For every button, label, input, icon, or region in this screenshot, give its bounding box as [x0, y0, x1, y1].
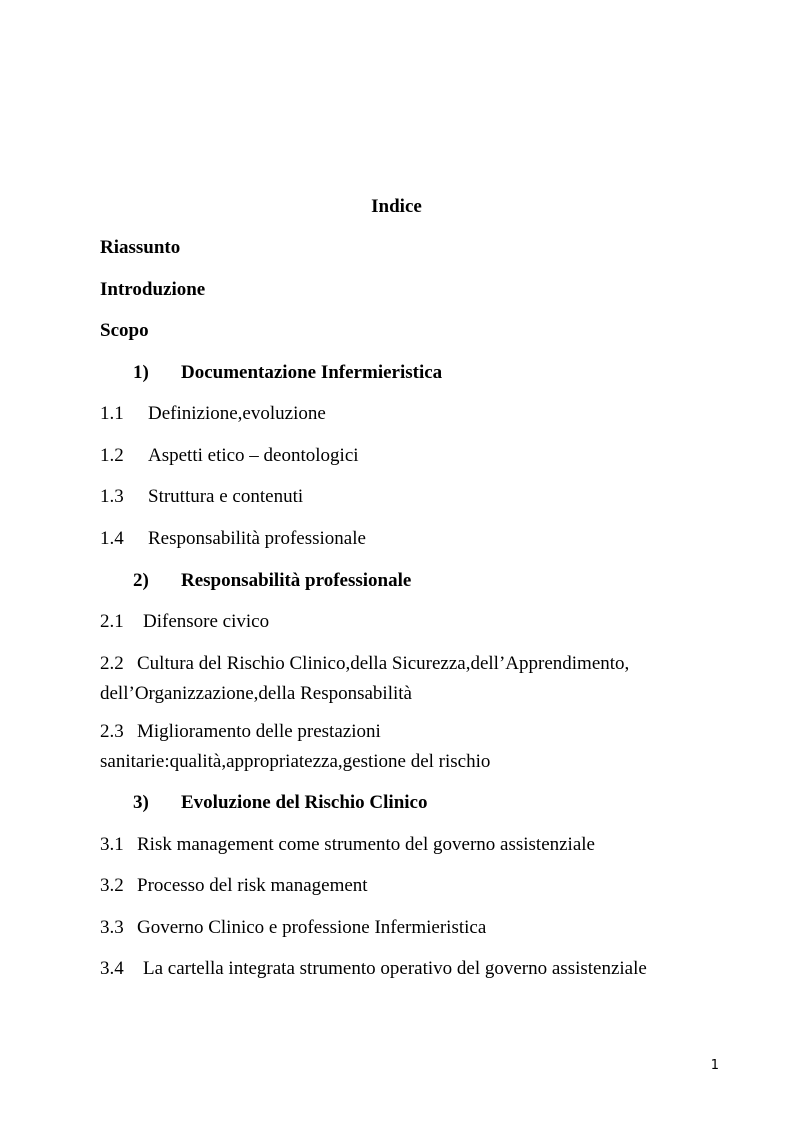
entry-title: Definizione,evoluzione — [148, 403, 326, 424]
entry-number: 2.1 — [100, 611, 124, 632]
toc-entry-2-1 — [100, 607, 269, 637]
entry-title: Cultura del Rischio Clinico,della Sicurezza,dell’Apprendimento, — [137, 653, 630, 674]
entry-title: Aspetti etico – deontologici — [148, 445, 359, 466]
toc-entry-1-1 — [100, 399, 326, 429]
toc-entry-scopo: Scopo — [100, 320, 149, 341]
toc-title: Indice — [371, 196, 422, 217]
entry-number: 1.3 — [100, 486, 124, 507]
toc-entry-3-3 — [100, 913, 486, 943]
chapter-number: 2) — [133, 570, 149, 591]
toc-chapter-2 — [133, 566, 411, 596]
toc-entry-1-4 — [100, 524, 366, 554]
toc-entry-introduzione: Introduzione — [100, 279, 206, 300]
chapter-title: Responsabilità professionale — [181, 570, 412, 591]
entry-number: 3.4 — [100, 958, 124, 979]
toc-entry-1-3 — [100, 482, 303, 512]
entry-number: 3.2 — [100, 875, 124, 896]
page-number: 1 — [710, 1058, 719, 1073]
entry-title: Miglioramento delle prestazioni — [137, 721, 381, 742]
entry-title: Processo del risk management — [137, 875, 368, 896]
chapter-number: 3) — [133, 792, 149, 813]
entry-number: 3.3 — [100, 917, 124, 938]
entry-number: 1.4 — [100, 528, 124, 549]
entry-title-continued: sanitarie:qualità,appropriatezza,gestione del rischio — [100, 751, 491, 772]
toc-chapter-3 — [133, 788, 428, 818]
entry-title: Struttura e contenuti — [148, 486, 304, 507]
entry-number: 2.3 — [100, 721, 124, 742]
entry-number: 1.2 — [100, 445, 124, 466]
entry-number: 2.2 — [100, 653, 124, 674]
toc-entry-1-2 — [100, 441, 359, 471]
chapter-title: Documentazione Infermieristica — [181, 362, 443, 383]
chapter-title: Evoluzione del Rischio Clinico — [181, 792, 428, 813]
entry-title: Risk management come strumento del governo assistenziale — [137, 834, 595, 855]
toc-entry-2-2 — [100, 649, 740, 709]
toc-entry-2-3 — [100, 717, 740, 777]
toc-entry-riassunto: Riassunto — [100, 237, 181, 258]
entry-title: La cartella integrata strumento operativo del governo assistenziale — [143, 958, 647, 979]
toc-entry-3-1 — [100, 830, 595, 860]
toc-chapter-1 — [133, 358, 442, 388]
entry-title: Governo Clinico e professione Infermieristica — [137, 917, 487, 938]
toc-entry-3-2 — [100, 871, 368, 901]
chapter-number: 1) — [133, 362, 149, 383]
entry-number: 1.1 — [100, 403, 124, 424]
entry-title: Responsabilità professionale — [148, 528, 366, 549]
entry-number: 3.1 — [100, 834, 124, 855]
entry-title-continued: dell’Organizzazione,della Responsabilità — [100, 683, 412, 704]
toc-entry-3-4 — [100, 954, 647, 984]
entry-title: Difensore civico — [143, 611, 270, 632]
